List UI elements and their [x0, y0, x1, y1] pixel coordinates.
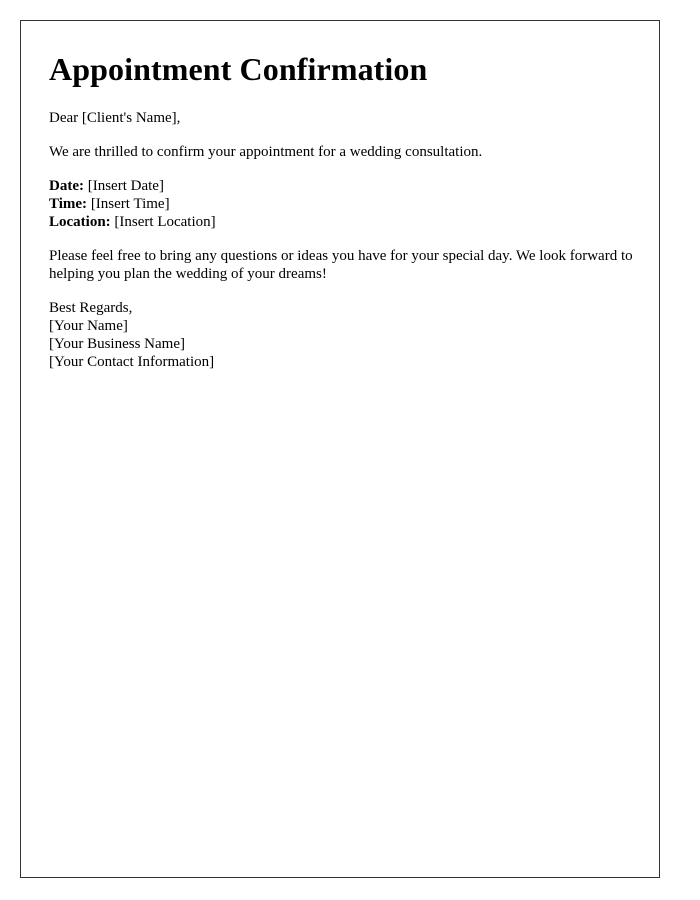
signoff: [49, 299, 639, 371]
letter-content: [49, 51, 639, 371]
salutation: Dear [Client's Name],: [49, 110, 181, 126]
date-value: [Insert Date]: [87, 178, 164, 194]
time-value: [Insert Time]: [90, 196, 170, 212]
date-label: Date:: [49, 178, 88, 194]
time-row: [49, 195, 639, 213]
contact-info: [Your Contact Information]: [49, 354, 215, 370]
sender-name: [Your Name]: [49, 318, 128, 334]
page-title: Appointment Confirmation: [49, 51, 428, 87]
closing: Best Regards,: [49, 300, 133, 316]
letter-page: [20, 20, 660, 878]
date-row: [49, 177, 639, 195]
appointment-details: [49, 177, 639, 231]
location-value: [Insert Location]: [114, 214, 216, 230]
location-label: Location:: [49, 214, 115, 230]
body-paragraph: Please feel free to bring any questions or ideas you have for your special day. We look forward to helping you plan the wedding of your dreams!: [49, 248, 633, 282]
intro-paragraph: We are thrilled to confirm your appointment for a wedding consultation.: [49, 144, 483, 160]
time-label: Time:: [49, 196, 91, 212]
location-row: [49, 213, 639, 231]
business-name: [Your Business Name]: [49, 336, 185, 352]
